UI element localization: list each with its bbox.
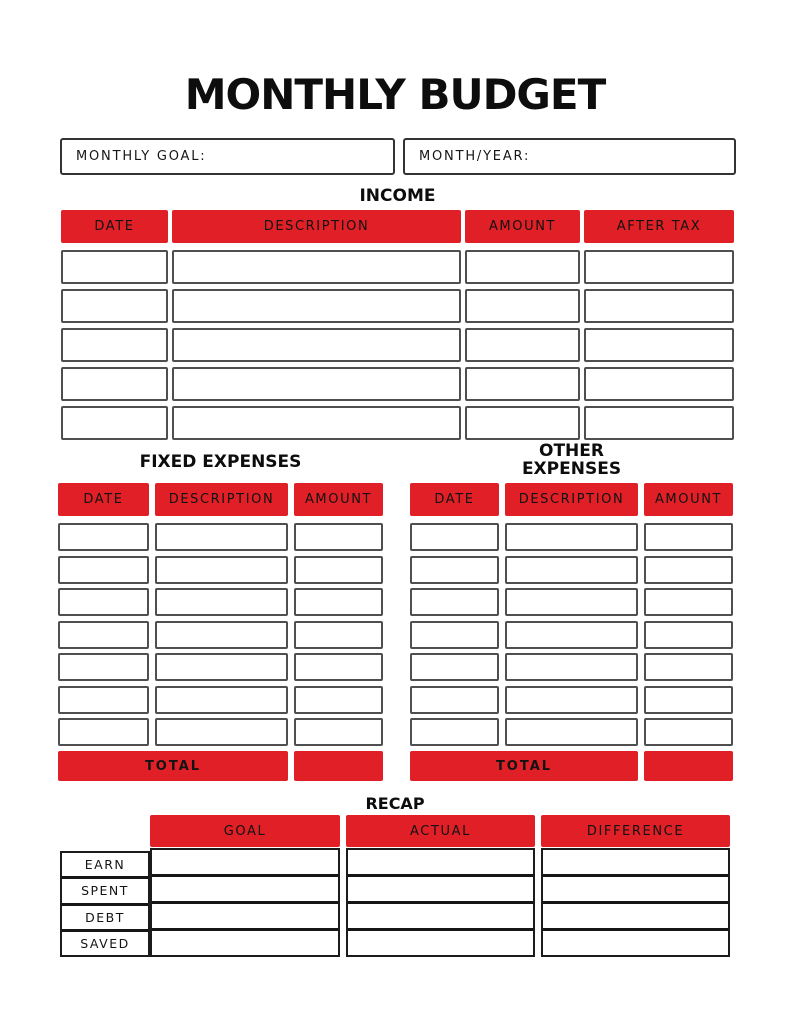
fixed-expense-row [58,686,383,714]
fixed-description-cell[interactable] [155,686,288,714]
recap-actual-cell[interactable] [348,850,533,874]
fixed-amount-cell[interactable] [294,653,383,681]
fixed-date-cell[interactable] [58,686,149,714]
income-amount-cell[interactable] [465,250,580,284]
income-after-tax-cell[interactable] [584,250,734,284]
fixed-expense-row [58,653,383,681]
recap-difference-cell[interactable] [543,874,728,901]
recap-actual-column [346,848,535,957]
recap-goal-cell[interactable] [152,901,338,928]
income-amount-cell[interactable] [465,328,580,362]
other-description-cell[interactable] [505,653,638,681]
fixed-header-amount: AMOUNT [294,483,383,516]
other-expenses-title-line2: EXPENSES [521,458,622,479]
fixed-description-cell[interactable] [155,556,288,584]
recap-label-earn: EARN [84,857,126,873]
fixed-expenses-total-row [58,751,383,781]
other-date-cell[interactable] [410,556,499,584]
fixed-amount-cell[interactable] [294,686,383,714]
page-title: MONTHLY BUDGET [184,70,606,119]
income-row [61,289,735,323]
fixed-amount-cell[interactable] [294,621,383,649]
other-description-cell[interactable] [505,718,638,746]
other-amount-cell[interactable] [644,653,733,681]
fixed-amount-cell[interactable] [294,718,383,746]
income-date-cell[interactable] [61,289,168,323]
income-after-tax-cell[interactable] [584,367,734,401]
other-expense-row [410,588,733,616]
other-date-cell[interactable] [410,718,499,746]
fixed-date-cell[interactable] [58,556,149,584]
income-after-tax-cell[interactable] [584,406,734,440]
recap-goal-cell[interactable] [152,874,338,901]
other-description-cell[interactable] [505,621,638,649]
income-description-cell[interactable] [172,289,461,323]
fixed-amount-cell[interactable] [294,523,383,551]
other-description-cell[interactable] [505,523,638,551]
income-row [61,250,735,284]
fixed-expenses-title: FIXED EXPENSES [139,452,302,472]
fixed-amount-cell[interactable] [294,556,383,584]
other-date-cell[interactable] [410,686,499,714]
income-amount-cell[interactable] [465,367,580,401]
fixed-date-cell[interactable] [58,621,149,649]
fixed-amount-cell[interactable] [294,588,383,616]
recap-goal-column [150,848,340,957]
recap-label-debt: DEBT [62,903,148,929]
fixed-expense-row [58,588,383,616]
other-description-cell[interactable] [505,588,638,616]
income-description-cell[interactable] [172,406,461,440]
other-expenses-rows [410,523,733,751]
income-description-cell[interactable] [172,367,461,401]
fixed-description-cell[interactable] [155,523,288,551]
other-expenses-header-row [410,483,733,516]
income-header-after-tax: AFTER TAX [584,210,734,243]
fixed-description-cell[interactable] [155,718,288,746]
other-amount-cell[interactable] [644,686,733,714]
fixed-header-description: DESCRIPTION [155,483,288,516]
other-amount-cell[interactable] [644,621,733,649]
fixed-total-amount-cell[interactable] [294,751,383,781]
income-date-cell[interactable] [61,406,168,440]
recap-title: RECAP [365,794,425,813]
income-date-cell[interactable] [61,328,168,362]
other-header-date: DATE [410,483,499,516]
fixed-date-cell[interactable] [58,523,149,551]
recap-label-spent: SPENT [62,876,148,902]
income-amount-cell[interactable] [465,406,580,440]
fixed-expense-row [58,556,383,584]
other-amount-cell[interactable] [644,718,733,746]
other-header-description: DESCRIPTION [505,483,638,516]
other-expense-row [410,686,733,714]
recap-header-difference: DIFFERENCE [541,815,730,847]
income-header-row [61,210,735,243]
income-header-date: DATE [61,210,168,243]
recap-actual-cell[interactable] [348,901,533,928]
recap-goal-cell[interactable] [152,850,338,874]
income-description-cell[interactable] [172,250,461,284]
monthly-goal-label: MONTHLY GOAL: [76,149,207,164]
income-header-amount: AMOUNT [465,210,580,243]
income-rows [61,250,735,445]
recap-header-actual: ACTUAL [346,815,535,847]
fixed-expenses-header-row [58,483,383,516]
month-year-label: MONTH/YEAR: [419,149,531,164]
other-expense-row [410,718,733,746]
other-expense-row [410,523,733,551]
fixed-description-cell[interactable] [155,588,288,616]
income-row [61,328,735,362]
other-description-cell[interactable] [505,556,638,584]
fixed-description-cell[interactable] [155,621,288,649]
fixed-date-cell[interactable] [58,718,149,746]
income-date-cell[interactable] [61,367,168,401]
income-row [61,367,735,401]
fixed-expense-row [58,621,383,649]
income-amount-cell[interactable] [465,289,580,323]
recap-header-goal: GOAL [150,815,340,847]
other-expense-row [410,653,733,681]
income-date-cell[interactable] [61,250,168,284]
recap-difference-cell[interactable] [543,850,728,874]
other-date-cell[interactable] [410,653,499,681]
fixed-total-label: TOTAL [58,751,288,781]
other-description-cell[interactable] [505,686,638,714]
recap-difference-cell[interactable] [543,928,728,955]
income-header-description: DESCRIPTION [172,210,461,243]
other-amount-cell[interactable] [644,556,733,584]
other-date-cell[interactable] [410,621,499,649]
other-expense-row [410,621,733,649]
fixed-header-date: DATE [58,483,149,516]
recap-actual-cell[interactable] [348,874,533,901]
recap-actual-cell[interactable] [348,928,533,955]
fixed-date-cell[interactable] [58,588,149,616]
recap-difference-column [541,848,730,957]
fixed-expenses-rows [58,523,383,751]
fixed-expense-row [58,523,383,551]
other-expenses-title [410,443,733,479]
other-date-cell[interactable] [410,523,499,551]
recap-row-labels [60,851,150,957]
fixed-date-cell[interactable] [58,653,149,681]
recap-label-saved: SAVED [62,929,148,955]
income-after-tax-cell[interactable] [584,289,734,323]
recap-header-row [150,815,730,847]
income-after-tax-cell[interactable] [584,328,734,362]
other-expenses-title-line1: OTHER [539,441,604,461]
other-expense-row [410,556,733,584]
income-description-cell[interactable] [172,328,461,362]
fixed-expense-row [58,718,383,746]
fixed-description-cell[interactable] [155,653,288,681]
income-section-title: INCOME [359,186,436,206]
monthly-goal-field[interactable] [60,138,395,175]
other-amount-cell[interactable] [644,523,733,551]
other-header-amount: AMOUNT [644,483,733,516]
other-expenses-total-row [410,751,733,781]
other-amount-cell[interactable] [644,588,733,616]
other-total-amount-cell[interactable] [644,751,733,781]
recap-goal-cell[interactable] [152,928,338,955]
other-total-label: TOTAL [410,751,638,781]
income-row [61,406,735,440]
month-year-field[interactable] [403,138,736,175]
other-date-cell[interactable] [410,588,499,616]
recap-difference-cell[interactable] [543,901,728,928]
